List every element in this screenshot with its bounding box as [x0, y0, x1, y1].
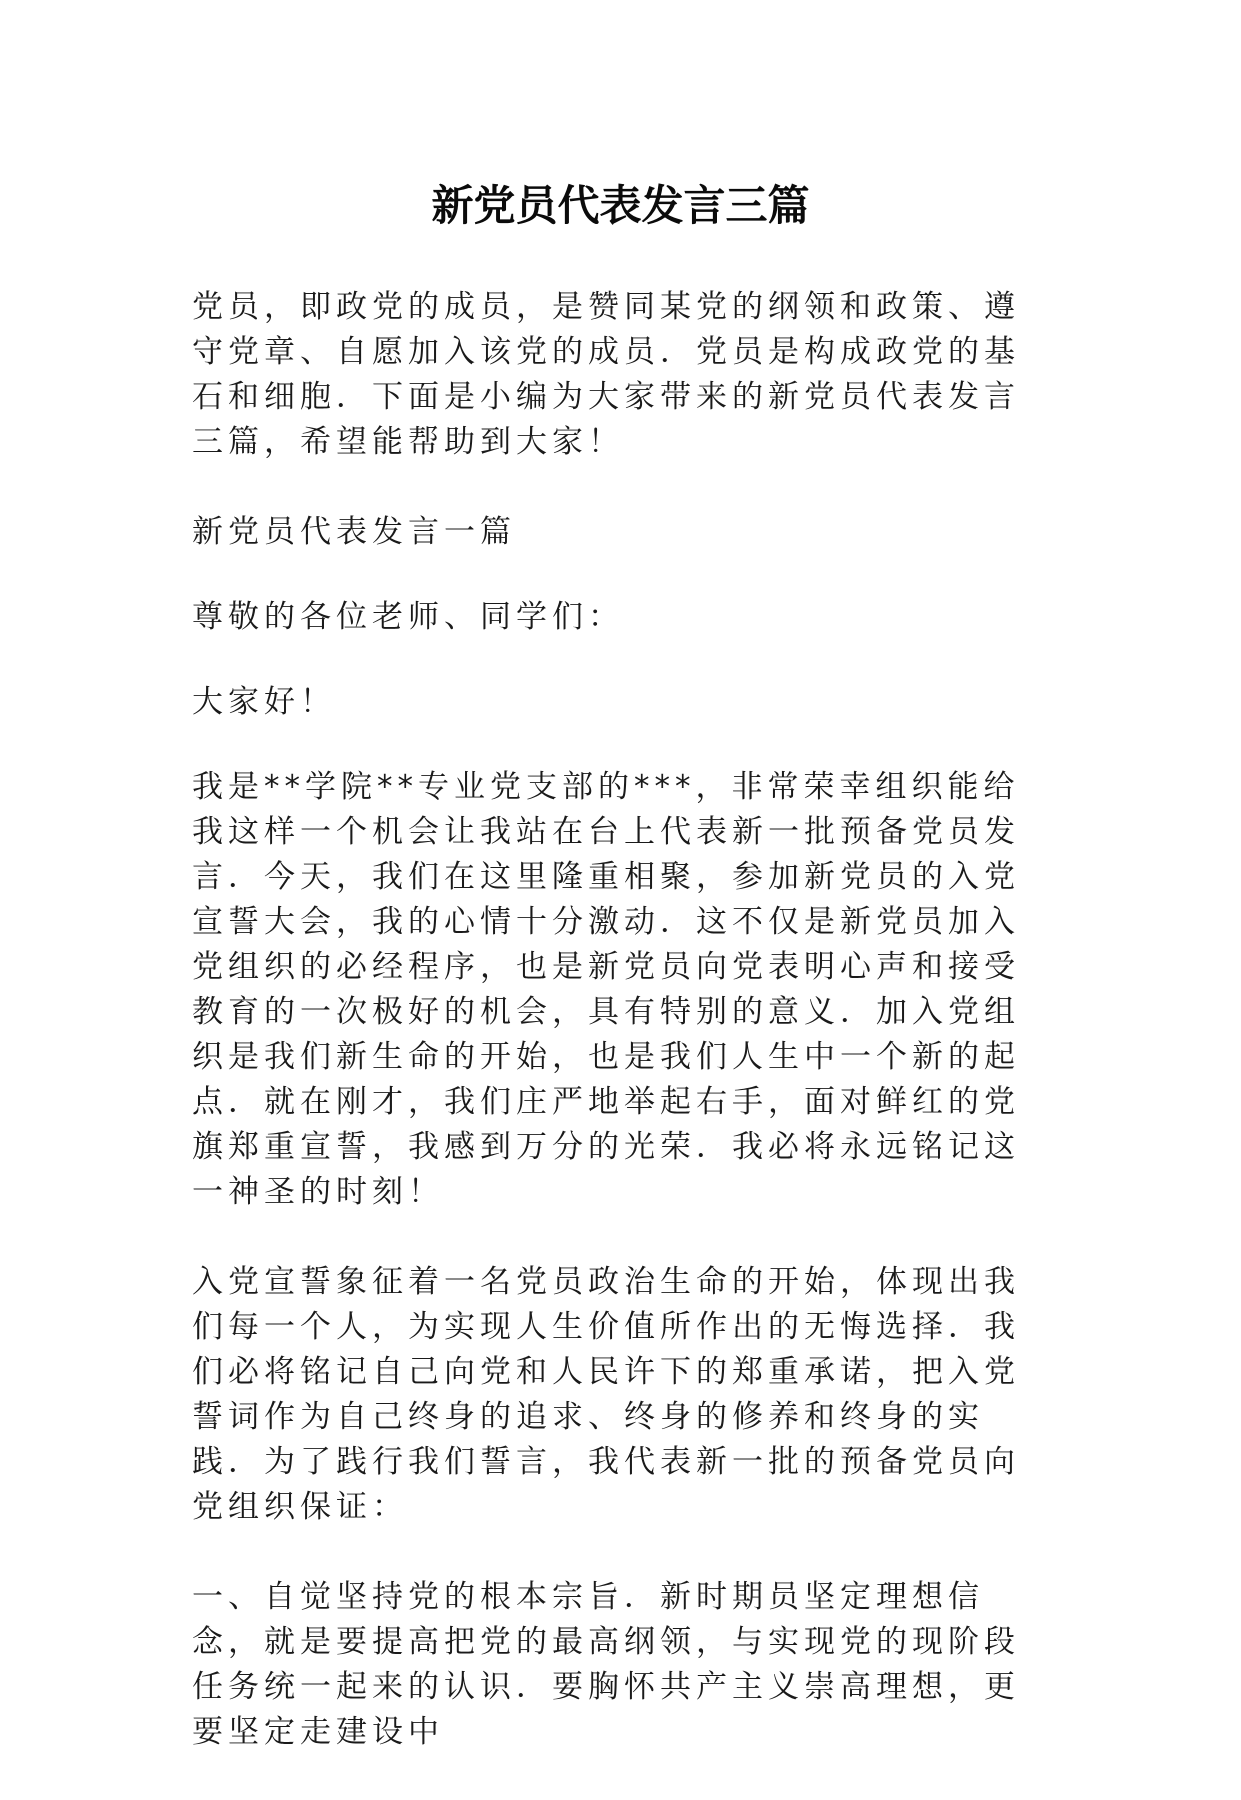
greeting: 大家好！: [192, 684, 336, 720]
salutation: 尊敬的各位老师、同学们：: [192, 599, 624, 635]
document-title: 新党员代表发言三篇: [431, 181, 810, 230]
document-body: [192, 285, 1044, 1800]
speech-paragraph-3: 一、自觉坚持党的根本宗旨．新时期员坚定理想信念，就是要提高把党的最高纲领，与实现党的现阶段任务统一起来的认识．要胸怀共产主义崇高理想，更要坚定走建设中: [192, 1579, 1020, 1750]
speech-paragraph-2: 入党宣誓象征着一名党员政治生命的开始，体现出我们每一个人，为实现人生价值所作出的无悔选择．我们必将铭记自己向党和人民许下的郑重承诺，把入党誓词作为自己终身的追求、终身的修养和终身的实践．为了践行我们誓言，我代表新一批的预备党员向党组织保证：: [192, 1264, 1020, 1525]
section-heading-speech-one: 新党员代表发言一篇: [192, 514, 516, 550]
intro-paragraph: 党员，即政党的成员，是赞同某党的纲领和政策、遵守党章、自愿加入该党的成员．党员是构成政党的基石和细胞．下面是小编为大家带来的新党员代表发言三篇，希望能帮助到大家！: [192, 289, 1020, 460]
speech-paragraph-1: 我是**学院**专业党支部的***，非常荣幸组织能给我这样一个机会让我站在台上代表新一批预备党员发言．今天，我们在这里隆重相聚，参加新党员的入党宣誓大会，我的心情十分激动．这不仅是新党员加入党组织的必经程序，也是新党员向党表明心声和接受教育的一次极好的机会，具有特别的意义．加入党组织是我们新生命的开始，也是我们人生中一个新的起点．就在刚才，我们庄严地举起右手，面对鲜红的党旗郑重宣誓，我感到万分的光荣．我必将永远铭记这一神圣的时刻！: [192, 769, 1020, 1210]
